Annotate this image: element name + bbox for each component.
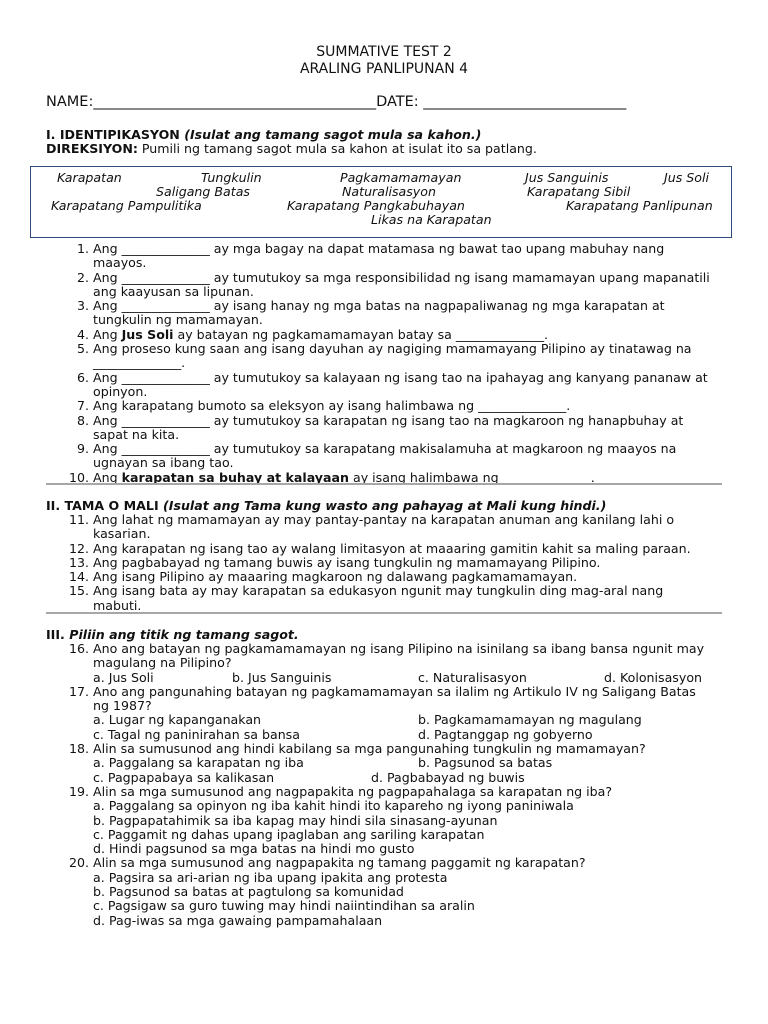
- question-number: 11.: [68, 512, 89, 527]
- question-text: Ano ang pangunahing batayan ng pagkamamamayan sa ilalim ng Artikulo IV ng Saligang Batas ng 1987?: [93, 683, 696, 714]
- question-text: Ang: [93, 469, 122, 485]
- choice-option[interactable]: d. Pag-iwas sa mga gawaing pampamahalaan: [93, 912, 383, 928]
- question-text: Ang: [93, 326, 122, 342]
- question-item: [0, 328, 715, 342]
- question-number: 18.: [68, 741, 89, 757]
- question-text: Ang ______________ ay tumutukoy sa karapatang makisalamuha at magkaroon ng maayos na ugnayan sa ibang tao.: [93, 441, 677, 471]
- name-field[interactable]: _______________________________________: [93, 94, 377, 110]
- question-item: [0, 414, 715, 443]
- section-divider: [46, 483, 722, 485]
- part3-instruction: Piliin ang titik ng tamang sagot.: [69, 627, 299, 642]
- question-text: Ang proseso kung saan ang isang dayuhan ay nagiging mamamayang Pilipino ay tinatawag na ______________.: [93, 341, 692, 371]
- section-divider: [46, 612, 722, 614]
- choice-option[interactable]: d. Kolonisasyon: [604, 669, 703, 685]
- question-text: Ang ______________ ay tumutukoy sa kalayaan ng isang tao na ipahayag ang kanyang pananaw at opinyon.: [93, 369, 708, 399]
- question-text: Alin sa sumusunod ang hindi kabilang sa mga pangunahing tungkulin ng mamamayan?: [93, 741, 646, 757]
- choice-option[interactable]: d. Pagtanggap ng gobyerno: [418, 726, 593, 742]
- choice-row: [93, 671, 715, 685]
- question-number: 20.: [68, 855, 89, 871]
- choice-option[interactable]: b. Jus Sanguinis: [232, 669, 332, 685]
- part1-title: I. IDENTIPIKASYON: [46, 127, 185, 142]
- choice-row: [93, 756, 715, 770]
- question-item: [0, 442, 715, 471]
- part1-instruction: (Isulat ang tamang sagot mula sa kahon.): [184, 127, 482, 142]
- question-item: [0, 785, 715, 856]
- question-number: 1.: [76, 241, 89, 256]
- question-item: [0, 584, 715, 613]
- choice-row: [93, 771, 715, 785]
- question-text: ay batayan ng pagkamamamayan batay sa ______________.: [173, 326, 549, 342]
- question-text: Alin sa mga sumusunod ang nagpapakita ng tamang paggamit ng karapatan?: [93, 855, 586, 871]
- question-text: Ang isang Pilipino ay maaaring magkaroon ng dalawang pagkamamamayan.: [93, 569, 578, 585]
- choice-option[interactable]: d. Pagbabayad ng buwis: [371, 769, 525, 785]
- question-number: 19.: [68, 783, 89, 799]
- word-bank-item: Karapatang Pangkabuhayan: [287, 198, 465, 213]
- choice-row: [93, 713, 715, 727]
- choice-row: [93, 828, 715, 842]
- choice-row: [93, 914, 715, 928]
- question-number: 3.: [76, 298, 89, 314]
- part2-question-list: [0, 513, 715, 613]
- choice-row: [93, 799, 715, 813]
- choice-row: [93, 885, 715, 899]
- choice-row: [93, 814, 715, 828]
- question-item: [0, 371, 715, 400]
- question-number: 2.: [76, 269, 89, 285]
- word-bank-item: Jus Sanguinis: [525, 170, 609, 185]
- question-text: Ang karapatan ng isang tao ay walang limitasyon at maaaring gamitin kahit sa maling paraan.: [93, 540, 691, 556]
- question-text: Ang ______________ ay isang hanay ng mga batas na nagpapaliwanag ng mga karapatan at tungkulin ng mamamayan.: [93, 298, 665, 328]
- part3-question-list: [0, 642, 715, 928]
- name-label: NAME:: [46, 94, 94, 110]
- question-item: [0, 542, 715, 556]
- test-title: SUMMATIVE TEST 2: [316, 44, 452, 60]
- question-item: [0, 856, 715, 927]
- name-date-line: [46, 93, 736, 111]
- question-number: 17.: [68, 683, 89, 699]
- question-number: 12.: [68, 540, 89, 556]
- question-text: Alin sa mga sumusunod ang nagpapakita ng pagpapahalaga sa karapatan ng iba?: [93, 783, 613, 799]
- word-bank-item: Saligang Batas: [156, 184, 250, 199]
- question-item: [0, 742, 715, 785]
- direction-label: DIREKSIYON:: [46, 141, 138, 156]
- word-bank-item: Karapatan: [57, 170, 122, 185]
- question-item: [0, 342, 715, 371]
- question-number: 14.: [68, 569, 89, 585]
- part1-direction: [46, 142, 746, 156]
- part1-question-list: [0, 242, 715, 485]
- date-label: DATE:: [376, 94, 424, 110]
- choice-option[interactable]: c. Paggamit ng dahas upang ipaglaban ang sariling karapatan: [93, 826, 485, 842]
- question-keyword: Jus Soli: [121, 326, 174, 342]
- word-bank-item: Karapatang Sibil: [527, 184, 631, 199]
- question-text: Ang ______________ ay tumutukoy sa karapatan ng isang tao na magkaroon ng hanapbuhay at sapat na kita.: [93, 412, 684, 442]
- choice-option[interactable]: c. Pagsigaw sa guro tuwing may hindi naiintindihan sa aralin: [93, 898, 475, 914]
- choice-option[interactable]: c. Tagal ng paninirahan sa bansa: [93, 726, 300, 742]
- choice-option[interactable]: b. Pagsunod sa batas: [418, 755, 553, 771]
- question-item: [0, 271, 715, 300]
- question-text: Ang pagbabayad ng tamang buwis ay isang tungkulin ng mamamayang Pilipino.: [93, 554, 601, 570]
- part3-title: III.: [46, 627, 70, 642]
- question-number: 8.: [76, 412, 89, 428]
- question-number: 16.: [68, 641, 89, 656]
- choice-option[interactable]: a. Lugar ng kapanganakan: [93, 712, 262, 728]
- question-number: 5.: [76, 341, 89, 357]
- date-field[interactable]: ____________________________: [423, 94, 627, 110]
- question-text: Ang ______________ ay mga bagay na dapat matamasa ng bawat tao upang mabuhay nang maayos.: [93, 241, 665, 271]
- choice-option[interactable]: b. Pagkamamamayan ng magulang: [418, 712, 642, 728]
- choice-row: [93, 842, 715, 856]
- question-text: ay isang halimbawa ng ______________.: [348, 469, 595, 485]
- question-text: Ang lahat ng mamamayan ay may pantay-pantay na karapatan anuman ang kanilang lahi o kasarian.: [93, 512, 675, 542]
- choice-option[interactable]: b. Pagpapatahimik sa iba kapag may hindi sila sinasang-ayunan: [93, 812, 498, 828]
- question-number: 4.: [76, 326, 89, 342]
- choice-row: [93, 728, 715, 742]
- subject-title: ARALING PANLIPUNAN 4: [299, 61, 469, 77]
- question-item: [0, 685, 715, 742]
- question-item: [0, 242, 715, 271]
- choice-option[interactable]: a. Jus Soli: [93, 669, 154, 685]
- word-bank-item: Pagkamamamayan: [340, 170, 462, 185]
- word-bank-item: Jus Soli: [664, 170, 709, 185]
- question-item: [0, 642, 715, 685]
- choice-option[interactable]: a. Paggalang sa karapatan ng iba: [93, 755, 304, 771]
- choice-option[interactable]: a. Paggalang sa opinyon ng iba kahit hindi ito kapareho ng iyong paniniwala: [93, 798, 574, 814]
- question-item: [0, 513, 715, 542]
- question-number: 15.: [68, 583, 89, 599]
- word-bank-item: Tungkulin: [201, 170, 262, 185]
- choice-option[interactable]: c. Naturalisasyon: [418, 669, 527, 685]
- choice-option[interactable]: d. Hindi pagsunod sa mga batas na hindi mo gusto: [93, 841, 415, 857]
- word-bank-item: Karapatang Panlipunan: [566, 198, 713, 213]
- question-text: Ang isang bata ay may karapatan sa edukasyon ngunit may tungkulin ding mag-aral nang mabuti.: [93, 583, 664, 613]
- question-number: 9.: [76, 441, 89, 457]
- choice-option[interactable]: a. Pagsira sa ari-arian ng iba upang ipakita ang protesta: [93, 869, 448, 885]
- choice-option[interactable]: b. Pagsunod sa batas at pagtulong sa komunidad: [93, 884, 404, 900]
- question-text: Ang ______________ ay tumutukoy sa mga responsibilidad ng isang mamamayan upang mapanatili ang kaayusan sa lipunan.: [93, 269, 710, 299]
- word-bank-item: Likas na Karapatan: [371, 212, 492, 227]
- choice-option[interactable]: c. Pagpapabaya sa kalikasan: [93, 769, 275, 785]
- part2-title: II. TAMA O MALI: [46, 498, 164, 513]
- question-item: [0, 299, 715, 328]
- question-item: [0, 570, 715, 584]
- choice-row: [93, 871, 715, 885]
- word-bank-item: Karapatang Pampulitika: [51, 198, 202, 213]
- choice-row: [93, 899, 715, 913]
- question-item: [0, 399, 715, 413]
- question-text: Ang karapatang bumoto sa eleksyon ay isang halimbawa ng ______________.: [93, 398, 571, 414]
- question-text: Ano ang batayan ng pagkamamamayan ng isang Pilipino na isinilang sa ibang bansa ngunit may magulang na Pilipino?: [93, 641, 705, 671]
- word-bank-item: Naturalisasyon: [342, 184, 436, 199]
- question-number: 7.: [76, 398, 89, 414]
- direction-text: Pumili ng tamang sagot mula sa kahon at isulat ito sa patlang.: [137, 141, 537, 156]
- question-number: 10.: [68, 469, 89, 485]
- question-number: 6.: [76, 369, 89, 385]
- question-number: 13.: [68, 554, 89, 570]
- word-bank-box: [30, 166, 732, 238]
- question-item: [0, 556, 715, 570]
- part2-instruction: (Isulat ang Tama kung wasto ang pahayag at Mali kung hindi.): [163, 498, 607, 513]
- question-keyword: karapatan sa buhay at kalayaan: [121, 469, 349, 485]
